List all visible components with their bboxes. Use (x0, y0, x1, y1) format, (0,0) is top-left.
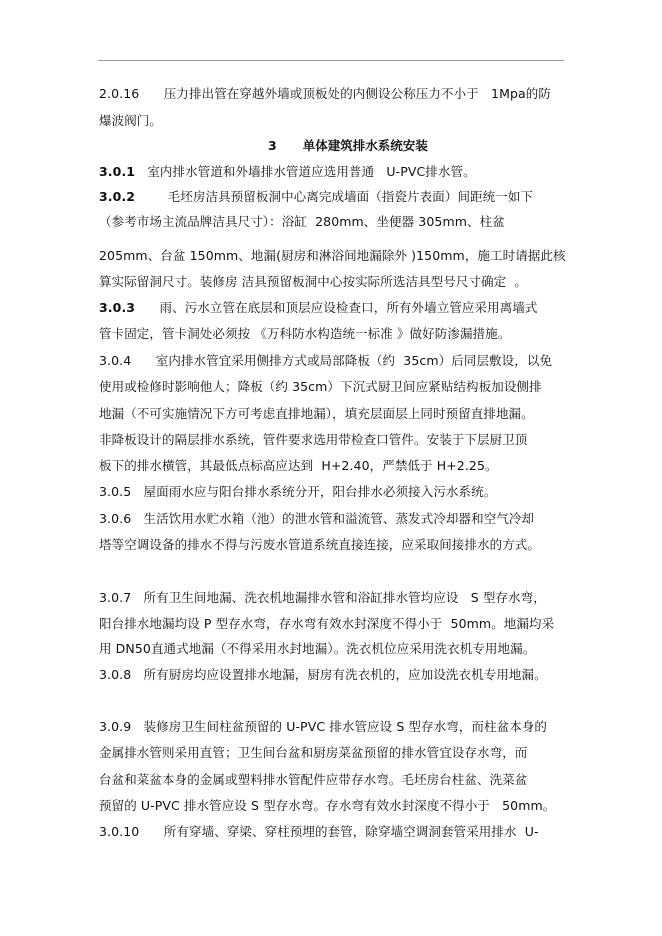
text-line: 预留的 U-PVC 排水管应设 S 型存水弯。存水弯有效水封深度不得小于 50mm。 (99, 798, 556, 813)
text-line: 管卡固定，管卡洞处必须按 《万科防水构造统一标准 》做好防渗漏措施。 (99, 326, 511, 341)
text-line: 3.0.2 毛坯房洁具预留板洞中心离完成墙面（指瓷片表面）间距统一如下 (99, 189, 534, 204)
text-line: 3.0.10 所有穿墙、穿梁、穿柱预埋的套管，除穿墙空调洞套管采用排水 U- (99, 824, 539, 839)
text-line: 塔等空调设备的排水不得与污废水管道系统直接连接，应采取间接排水的方式。 (99, 537, 541, 552)
text-line: 板下的排水横管，其最低点标高应达到 H+2.40，严禁低于 H+2.25。 (99, 458, 498, 473)
text-line: 2.0.16 压力排出管在穿越外墙或顶板处的内侧设公称压力不小于 1Mpa的防 (99, 86, 551, 101)
text-line: 3.0.5 屋面雨水应与阳台排水系统分开，阳台排水必须接入污水系统。 (99, 484, 497, 499)
text-line: 算实际留洞尺寸。装修房 洁具预留板洞中心按实际所选洁具型号尺寸确定 。 (99, 274, 528, 289)
text-line: 3.0.9 装修房卫生间柱盆预留的 U-PVC 排水管应设 S 型存水弯，而柱盆本身的 (99, 719, 548, 734)
text-line: 3.0.4 室内排水管宜采用侧排方式或局部降板（约 35cm）后同层敷设，以免 (99, 353, 553, 368)
text-line: 3.0.6 生活饮用水贮水箱（池）的泄水管和溢流管、蒸发式冷却器和空气冷却 (99, 511, 535, 526)
text-line: 使用或检修时影响他人；降板（约 35cm）下沉式厨卫间应紧贴结构板加设侧排 (99, 379, 542, 394)
text-line: （参考市场主流品牌洁具尺寸）：浴缸 280mm、坐便器 305mm、柱盆 (99, 214, 505, 229)
text-line: 用 DN50直通式地漏（不得采用水封地漏）。洗衣机位应采用洗衣机专用地漏。 (99, 641, 536, 656)
text-line: 台盆和菜盆本身的金属或塑料排水管配件应带存水弯。毛坯房台柱盆、洗菜盆 (99, 772, 528, 787)
text-line: 3.0.8 所有厨房均应设置排水地漏，厨房有洗衣机的，应加设洗衣机专用地漏。 (99, 667, 547, 682)
text-line: 3.0.7 所有卫生间地漏、洗衣机地漏排水管和浴缸排水管均应设 S 型存水弯， (99, 590, 546, 605)
section-title: 3 单体建筑排水系统安装 (268, 138, 428, 153)
text-line: 非降板设计的隔层排水系统，管件要求选用带检查口管件。安装于下层厨卫顶 (99, 432, 528, 447)
text-line: 地漏（不可实施情况下方可考虑直排地漏），填充层面层上同时预留直排地漏。 (99, 406, 534, 421)
text-line: 阳台排水地漏均设 P 型存水弯，存水弯有效水封深度不得小于 50mm。地漏均采 (99, 616, 555, 631)
header-rule (98, 60, 564, 61)
text-line: 3.0.3 雨、污水立管在底层和顶层应设检查口，所有外墙立管应采用离墙式 (99, 300, 538, 315)
text-line: 3.0.1 室内排水管道和外墙排水管道应选用普通 U-PVC排水管。 (99, 164, 476, 179)
text-line: 爆波阀门。 (99, 113, 163, 128)
text-line: 205mm、台盆 150mm、地漏(厨房和淋浴间地漏除外 )150mm，施工时请据此核 (99, 248, 566, 263)
text-line: 金属排水管则采用直管；卫生间台盆和厨房菜盆预留的排水管宜设存水弯，而 (99, 745, 528, 760)
